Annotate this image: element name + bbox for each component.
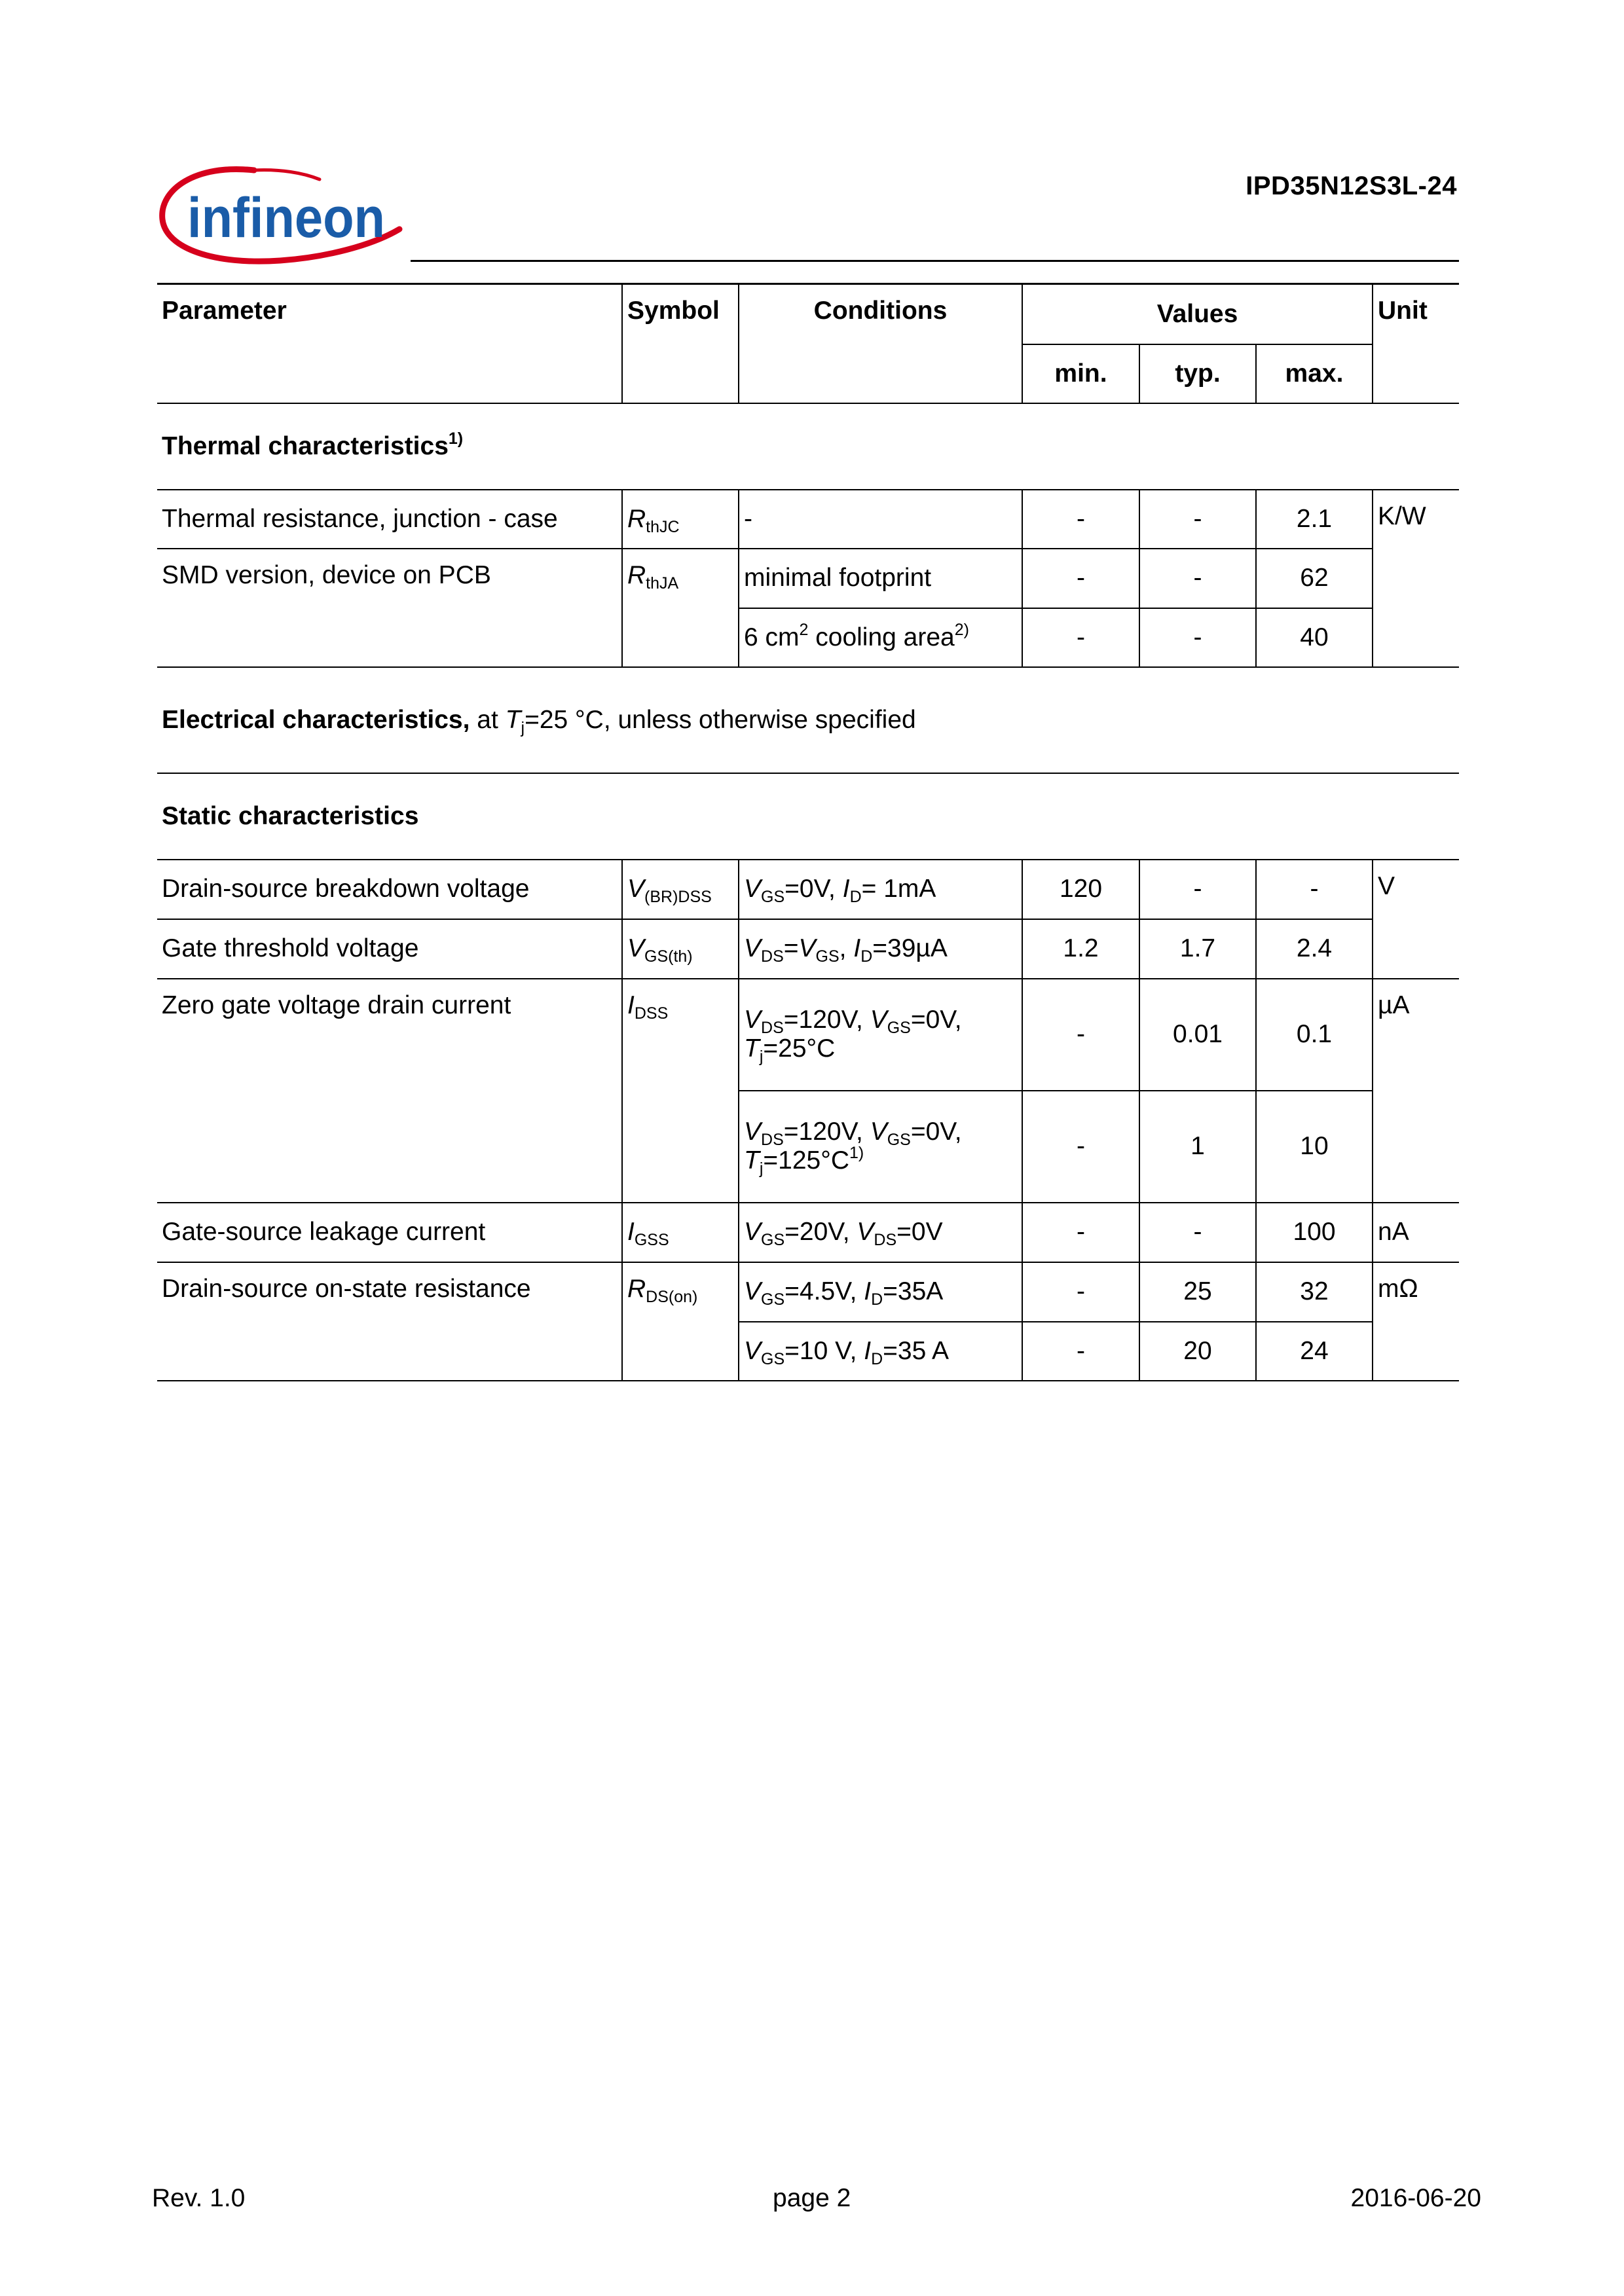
param-cell: Gate-source leakage current [157,1203,622,1262]
symbol-cell: $V_{GS(th)}$ [622,919,739,979]
table-row [157,860,1459,919]
unit-cell: mΩ [1373,1262,1459,1381]
conditions-cell: - [739,490,1022,549]
typ-cell: - [1139,490,1256,549]
max-cell: 62 [1256,549,1373,608]
symbol-cell: $R_{thJA}$ [622,549,739,667]
footer-revision: Rev. 1.0 [152,2184,246,2212]
spec-table [157,283,1459,1381]
header-values: Values [1022,284,1373,344]
min-cell: - [1022,490,1139,549]
max-cell: 0.1 [1256,979,1373,1091]
conditions-cell: $V_{DS}=120V$, $V_{GS}=0V$, $T_j=25^\circ C$ [739,979,1022,1091]
min-cell: 120 [1022,860,1139,919]
min-cell: - [1022,1262,1139,1322]
symbol-cell: $R_{thJC}$ [622,490,739,549]
typ-cell: - [1139,1203,1256,1262]
typ-cell: 1 [1139,1091,1256,1203]
unit-cell: V [1373,860,1459,979]
min-cell: - [1022,549,1139,608]
table-row [157,549,1459,608]
header-divider [411,260,1459,262]
header-unit: Unit [1373,284,1459,403]
header-min: min. [1022,344,1139,403]
typ-cell: 0.01 [1139,979,1256,1091]
max-cell: - [1256,860,1373,919]
typ-cell: - [1139,608,1256,667]
table-row [157,919,1459,979]
footer-page: page 2 [773,2184,851,2212]
typ-cell: 1.7 [1139,919,1256,979]
param-cell: Zero gate voltage drain current [157,979,622,1203]
max-cell: 2.4 [1256,919,1373,979]
footer-date: 2016-06-20 [1350,2184,1481,2212]
header-conditions: Conditions [739,284,1022,403]
symbol-cell: $R_{DS(on)}$ [622,1262,739,1381]
thermal-section-title: Thermal characteristics$^{1)}$ [157,403,1459,490]
typ-cell: 20 [1139,1322,1256,1381]
static-section-title: Static characteristics [157,773,1459,860]
electrical-section-title: Electrical characteristics, at $T_j=25$ °C, unless otherwise specified [157,667,1459,773]
max-cell: 24 [1256,1322,1373,1381]
logo-wordmark: infineon [187,187,385,249]
param-cell: Gate threshold voltage [157,919,622,979]
unit-cell: nA [1373,1203,1459,1262]
thermal-section-row [157,403,1459,490]
conditions-cell: $V_{GS}=20V$, $V_{DS}=0V$ [739,1203,1022,1262]
param-cell: Thermal resistance, junction - case [157,490,622,549]
conditions-cell: 6 $cm^2$ cooling area$^{2)}$ [739,608,1022,667]
table-row [157,490,1459,549]
header-symbol: Symbol [622,284,739,403]
unit-cell: K/W [1373,490,1459,667]
header-row [157,284,1459,344]
min-cell: - [1022,1203,1139,1262]
symbol-cell: $I_{GSS}$ [622,1203,739,1262]
param-cell: Drain-source breakdown voltage [157,860,622,919]
infineon-logo [156,157,405,268]
conditions-cell: minimal footprint [739,549,1022,608]
typ-cell: 25 [1139,1262,1256,1322]
infineon-logo-graphic [156,157,405,268]
min-cell: - [1022,1091,1139,1203]
conditions-cell: $V_{GS}=4.5V$, $I_D=35A$ [739,1262,1022,1322]
header-max: max. [1256,344,1373,403]
symbol-cell: $V_{(BR)DSS}$ [622,860,739,919]
conditions-cell: $V_{GS}=10$ V, $I_D=35$ A [739,1322,1022,1381]
min-cell: - [1022,1322,1139,1381]
max-cell: 100 [1256,1203,1373,1262]
table-row [157,1262,1459,1322]
max-cell: 32 [1256,1262,1373,1322]
electrical-section-row [157,667,1459,773]
min-cell: - [1022,979,1139,1091]
conditions-cell: $V_{DS}=V_{GS}$, $I_D=39\mu A$ [739,919,1022,979]
header-typ: typ. [1139,344,1256,403]
conditions-cell: $V_{GS}=0V$, $I_D= 1mA$ [739,860,1022,919]
typ-cell: - [1139,860,1256,919]
min-cell: - [1022,608,1139,667]
typ-cell: - [1139,549,1256,608]
header-parameter: Parameter [157,284,622,403]
min-cell: 1.2 [1022,919,1139,979]
table-row [157,1203,1459,1262]
max-cell: 2.1 [1256,490,1373,549]
max-cell: 40 [1256,608,1373,667]
param-cell: SMD version, device on PCB [157,549,622,667]
static-section-row [157,773,1459,860]
unit-cell: µA [1373,979,1459,1203]
conditions-cell: $V_{DS}=120V$, $V_{GS}=0V$, $T_j=125^\circ C^{1)}$ [739,1091,1022,1203]
max-cell: 10 [1256,1091,1373,1203]
part-number: IPD35N12S3L-24 [1246,172,1457,200]
table-row [157,979,1459,1091]
param-cell: Drain-source on-state resistance [157,1262,622,1381]
symbol-cell: $I_{DSS}$ [622,979,739,1203]
